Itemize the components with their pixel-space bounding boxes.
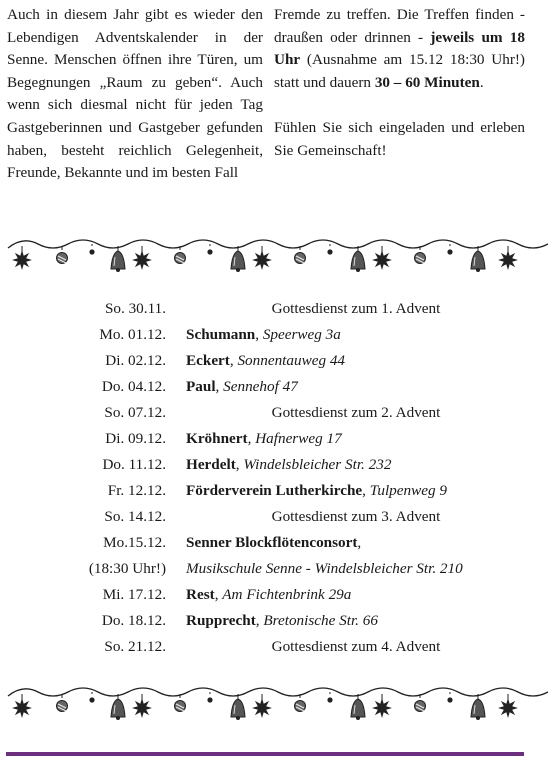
- schedule-row: [0, 530, 552, 556]
- entry-separator: ,: [247, 430, 256, 447]
- bell-icon: [471, 251, 485, 269]
- host-address: Musikschule Senne - Windelsbleicher Str. 210: [186, 560, 463, 577]
- bell-icon: [351, 251, 365, 269]
- schedule-date: Do. 11.12.: [102, 456, 166, 473]
- schedule-row: [0, 374, 552, 400]
- star-icon: [132, 250, 152, 270]
- intro-right-paragraph-1: [274, 4, 525, 94]
- schedule-entry: [186, 452, 391, 478]
- christmas-garland-icon: [0, 680, 552, 730]
- schedule-entry: [186, 582, 351, 608]
- star-icon: [12, 698, 32, 718]
- entry-separator: ,: [229, 352, 238, 369]
- star-icon: [132, 698, 152, 718]
- bell-icon: [111, 251, 125, 269]
- schedule-service: Gottesdienst zum 3. Advent: [271, 508, 441, 525]
- host-address: Sonnentauweg 44: [237, 352, 346, 369]
- host-address: Am Fichtenbrink 29a: [222, 586, 352, 603]
- entry-separator: ,: [255, 612, 264, 629]
- schedule-entry: [186, 478, 447, 504]
- star-icon: [252, 250, 272, 270]
- bottom-divider: [6, 752, 524, 756]
- entry-separator: ,: [362, 482, 370, 499]
- entry-separator: ,: [255, 326, 263, 343]
- schedule-date: So. 30.11.: [104, 300, 166, 317]
- bell-icon: [231, 699, 245, 717]
- host-name: Schumann: [186, 326, 256, 343]
- schedule-date: Fr. 12.12.: [107, 482, 166, 499]
- star-icon: [12, 250, 32, 270]
- bell-icon: [231, 251, 245, 269]
- host-name: Rest: [186, 586, 215, 603]
- schedule-date: So. 07.12.: [104, 404, 166, 421]
- schedule-service: Gottesdienst zum 2. Advent: [271, 404, 441, 421]
- dot-icon: [89, 697, 94, 702]
- schedule-date: Mo.15.12.: [103, 534, 166, 551]
- advent-schedule: [0, 296, 552, 660]
- christmas-garland-icon: [0, 232, 552, 282]
- schedule-row: [0, 478, 552, 504]
- intro-right-paragraph-2: Fühlen Sie sich eingeladen und erleben Sie Gemeinschaft!: [274, 118, 525, 159]
- bell-icon: [111, 699, 125, 717]
- host-address: Speerweg 3a: [262, 326, 341, 343]
- intro-left-column: [7, 4, 263, 185]
- schedule-date: (18:30 Uhr!): [88, 560, 166, 577]
- schedule-row: [0, 322, 552, 348]
- host-address: Sennehof 47: [223, 378, 298, 395]
- host-address: Bretonische Str. 66: [263, 612, 378, 629]
- schedule-service: Gottesdienst zum 4. Advent: [271, 638, 441, 655]
- schedule-entry: [186, 426, 342, 452]
- schedule-date: So. 21.12.: [104, 638, 166, 655]
- schedule-row: [0, 634, 552, 660]
- schedule-row: [0, 556, 552, 582]
- dot-icon: [207, 249, 212, 254]
- schedule-row: [0, 348, 552, 374]
- schedule-entry: [186, 348, 345, 374]
- host-name: Paul: [186, 378, 216, 395]
- star-icon: [498, 250, 518, 270]
- schedule-date: Di. 09.12.: [105, 430, 166, 447]
- garland-string: [8, 688, 548, 696]
- schedule-service: Gottesdienst zum 1. Advent: [271, 300, 441, 317]
- dot-icon: [447, 249, 452, 254]
- intro-text-segment: (Ausnahme am 15.12 18:30 Uhr!) statt und dauern: [274, 51, 525, 91]
- intro-text: [0, 4, 552, 194]
- schedule-date: Mi. 17.12.: [102, 586, 166, 603]
- schedule-row: [0, 400, 552, 426]
- schedule-entry: [186, 556, 463, 582]
- schedule-row: [0, 582, 552, 608]
- schedule-date: Do. 04.12.: [101, 378, 166, 395]
- entry-separator: ,: [357, 534, 362, 551]
- host-name: Herdelt: [186, 456, 236, 473]
- intro-text-segment: Fremde zu treffen. Die Treffen finden - draußen oder drinnen -: [274, 6, 525, 46]
- bell-icon: [471, 699, 485, 717]
- dot-icon: [327, 249, 332, 254]
- schedule-date: Do. 18.12.: [101, 612, 166, 629]
- schedule-row: [0, 452, 552, 478]
- intro-time-highlight: jeweils um 18 Uhr: [274, 28, 525, 69]
- bell-icon: [351, 699, 365, 717]
- dot-icon: [207, 697, 212, 702]
- schedule-date: Mo. 01.12.: [99, 326, 166, 343]
- star-icon: [498, 698, 518, 718]
- intro-left-paragraph: Auch in diesem Jahr gibt es wieder den Lebendigen Adventskalender in der Senne. Menschen öffnen ihre Türen, um Begegnungen „Raum zu geben“. Auch wenn sich diesmal nicht für jeden Tag Gastgeberinnen und Gastgeber gefunden haben, besteht reichlich Gelegenheit, Freunde, Bekannte und im besten Fall: [7, 6, 263, 182]
- host-name: Förderverein Lutherkirche: [186, 482, 363, 499]
- dot-icon: [327, 697, 332, 702]
- host-name: Kröhnert: [186, 430, 248, 447]
- entry-separator: ,: [215, 378, 224, 395]
- schedule-date: Di. 02.12.: [105, 352, 166, 369]
- host-address: Tulpenweg 9: [369, 482, 447, 499]
- schedule-entry: [186, 374, 298, 400]
- host-name: Rupprecht: [186, 612, 256, 629]
- entry-separator: ,: [214, 586, 223, 603]
- dot-icon: [447, 697, 452, 702]
- schedule-row: [0, 426, 552, 452]
- intro-duration-highlight: 30 – 60 Minuten: [374, 73, 480, 91]
- intro-text-segment: .: [479, 73, 484, 91]
- schedule-date: So. 14.12.: [104, 508, 166, 525]
- host-name: Senner Blockflötenconsort: [186, 534, 358, 551]
- intro-right-column: [274, 4, 525, 162]
- schedule-row: [0, 296, 552, 322]
- schedule-entry: [186, 608, 378, 634]
- host-name: Eckert: [186, 352, 230, 369]
- entry-separator: ,: [235, 456, 244, 473]
- star-icon: [372, 250, 392, 270]
- schedule-row: [0, 504, 552, 530]
- host-address: Windelsbleicher Str. 232: [243, 456, 392, 473]
- star-icon: [372, 698, 392, 718]
- host-address: Hafnerweg 17: [255, 430, 342, 447]
- garland-string: [8, 240, 548, 248]
- schedule-entry: [186, 322, 341, 348]
- schedule-row: [0, 608, 552, 634]
- star-icon: [252, 698, 272, 718]
- dot-icon: [89, 249, 94, 254]
- schedule-entry: [186, 530, 361, 556]
